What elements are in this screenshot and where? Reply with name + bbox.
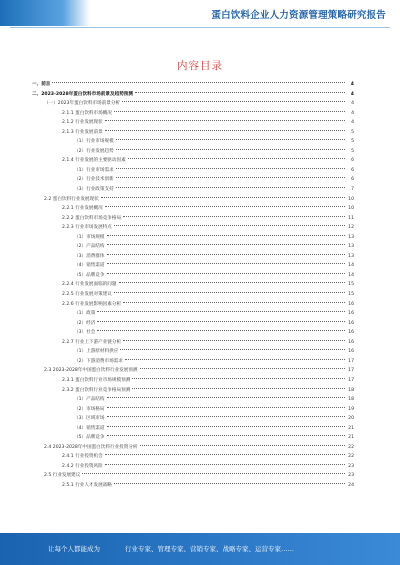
toc-entry[interactable] bbox=[32, 80, 354, 90]
toc-leader-dots bbox=[107, 406, 346, 408]
toc-entry-page: 10 bbox=[348, 196, 354, 202]
toc-entry-page: 13 bbox=[348, 244, 354, 250]
toc-entry[interactable] bbox=[32, 366, 354, 376]
toc-entry-page: 17 bbox=[348, 368, 354, 374]
toc-leader-dots bbox=[97, 320, 345, 322]
toc-entry-label: 2.2.3 行业市场发展特点 bbox=[62, 225, 112, 231]
toc-entry-label: 2.2.6 行业发展影响因素分析 bbox=[62, 301, 122, 307]
footer-roles: 行业专家、管理专家、营销专家、战略专家、运营专家…… bbox=[125, 545, 294, 553]
toc-leader-dots bbox=[122, 100, 345, 102]
toc-entry-page: 4 bbox=[351, 101, 354, 107]
toc-entry-page: 16 bbox=[348, 330, 354, 336]
toc-leader-dots bbox=[123, 339, 345, 341]
toc-entry-page: 18 bbox=[348, 397, 354, 403]
toc-entry[interactable] bbox=[32, 376, 354, 386]
toc-entry-page: 21 bbox=[348, 425, 354, 431]
toc-entry-page: 22 bbox=[348, 454, 354, 460]
toc-entry-label: （5）品牌竞争 bbox=[74, 272, 105, 278]
toc-entry-label: （2）市场格局 bbox=[74, 406, 105, 412]
toc-entry[interactable] bbox=[32, 175, 354, 185]
toc-entry-label: 2.1.2 行业发展现状 bbox=[62, 120, 103, 126]
document-title: 蛋白饮料企业人力资源管理策略研究报告 bbox=[211, 10, 386, 21]
footer-slogan: 让每个人都能成为 bbox=[48, 545, 100, 553]
toc-entry[interactable] bbox=[32, 290, 354, 300]
toc-leader-dots bbox=[101, 196, 345, 198]
toc-leader-dots bbox=[107, 243, 346, 245]
toc-entry-label: （1）行业市场规模 bbox=[74, 139, 114, 145]
toc-leader-dots bbox=[116, 186, 345, 188]
toc-entry[interactable] bbox=[32, 433, 354, 443]
toc-entry-label: （2）行业技术创新 bbox=[74, 177, 114, 183]
toc-entry-page: 4 bbox=[351, 120, 354, 126]
toc-entry[interactable] bbox=[32, 233, 354, 243]
toc-entry[interactable] bbox=[32, 214, 354, 224]
toc-entry-page: 5 bbox=[351, 148, 354, 154]
toc-entry[interactable] bbox=[32, 118, 354, 128]
toc-entry[interactable] bbox=[32, 252, 354, 262]
toc-entry-label: 2.4 2023-2028年中国蛋白饮料行业投资分析 bbox=[44, 444, 138, 450]
toc-leader-dots bbox=[52, 81, 345, 83]
toc-entry-label: 一、前言 bbox=[32, 82, 51, 87]
toc-entry[interactable] bbox=[32, 271, 354, 281]
toc-entry[interactable] bbox=[32, 424, 354, 434]
toc-entry-page: 6 bbox=[351, 177, 354, 183]
toc-leader-dots bbox=[116, 138, 345, 140]
toc-entry[interactable] bbox=[32, 319, 354, 329]
toc-entry[interactable] bbox=[32, 462, 354, 472]
toc-entry-page: 17 bbox=[348, 377, 354, 383]
toc-entry-label: 2.3 2023-2028年中国蛋白饮料行业发展预测 bbox=[44, 368, 138, 374]
toc-leader-dots bbox=[123, 301, 345, 303]
toc-leader-dots bbox=[116, 167, 345, 169]
toc-entry-label: 2.2.1 行业发展概况 bbox=[62, 206, 103, 212]
toc-leader-dots bbox=[107, 253, 346, 255]
toc-leader-dots bbox=[114, 224, 345, 226]
toc-entry[interactable] bbox=[32, 443, 354, 453]
toc-entry-label: （1）行业市场需求 bbox=[74, 167, 114, 173]
toc-entry-label: （2）行业发展趋势 bbox=[74, 148, 114, 154]
toc-entry[interactable] bbox=[32, 309, 354, 319]
toc-entry-page: 16 bbox=[348, 349, 354, 355]
toc-entry-page: 24 bbox=[348, 482, 354, 488]
toc-leader-dots bbox=[107, 415, 346, 417]
toc-leader-dots bbox=[107, 234, 346, 236]
toc-entry-label: 2.2.5 行业发展对策建议 bbox=[62, 292, 112, 298]
toc-entry-label: （2）产品结构 bbox=[74, 244, 105, 250]
toc-entry[interactable] bbox=[32, 147, 354, 157]
toc-heading: 内容目录 bbox=[177, 60, 223, 72]
toc-entry-label: 2.4.2 行业投资风险 bbox=[62, 463, 103, 469]
toc-entry[interactable] bbox=[32, 99, 354, 109]
toc-entry-page: 6 bbox=[351, 158, 354, 164]
toc-entry-page: 4 bbox=[350, 91, 354, 97]
toc-leader-dots bbox=[132, 387, 345, 389]
toc-entry-page: 21 bbox=[348, 435, 354, 441]
toc-entry-page: 16 bbox=[348, 339, 354, 345]
toc-entry-page: 18 bbox=[348, 387, 354, 393]
toc-entry-page: 13 bbox=[348, 253, 354, 259]
toc-entry-label: 2.2.4 行业发展面临的问题 bbox=[62, 282, 117, 288]
toc-leader-dots bbox=[120, 348, 345, 350]
toc-entry-label: （3）行业政策支持 bbox=[74, 187, 114, 193]
toc-entry-page: 19 bbox=[348, 406, 354, 412]
toc-entry-page: 13 bbox=[348, 234, 354, 240]
toc-entry[interactable] bbox=[32, 386, 354, 396]
toc-entry-page: 6 bbox=[351, 167, 354, 173]
toc-entry-page: 15 bbox=[348, 282, 354, 288]
toc-entry-page: 7 bbox=[351, 187, 354, 193]
toc-entry-label: （3）消费群体 bbox=[74, 253, 105, 259]
toc-entry-label: 2.5 行业发展建议 bbox=[44, 473, 81, 479]
toc-entry-page: 17 bbox=[348, 358, 354, 364]
table-of-contents bbox=[32, 80, 354, 491]
toc-entry[interactable] bbox=[32, 328, 354, 338]
toc-entry-page: 4 bbox=[350, 82, 354, 87]
toc-entry-label: 2.1.4 行业发展的主要驱动因素 bbox=[62, 158, 126, 164]
toc-entry[interactable] bbox=[32, 90, 354, 100]
toc-entry[interactable] bbox=[32, 280, 354, 290]
toc-entry-label: （1）上游原材料供应 bbox=[74, 349, 119, 355]
toc-entry-label: （1）产品结构 bbox=[74, 397, 105, 403]
toc-leader-dots bbox=[135, 91, 345, 93]
toc-leader-dots bbox=[119, 281, 346, 283]
toc-entry[interactable] bbox=[32, 261, 354, 271]
toc-leader-dots bbox=[107, 272, 346, 274]
toc-entry[interactable] bbox=[32, 195, 354, 205]
toc-entry-page: 10 bbox=[348, 206, 354, 212]
toc-entry-label: 二、2023-2028年蛋白饮料市场前景及趋势预测 bbox=[32, 91, 133, 97]
toc-entry-page: 11 bbox=[348, 215, 354, 221]
toc-leader-dots bbox=[105, 119, 345, 121]
toc-entry-label: （一）2023年蛋白饮料市场前景分析 bbox=[44, 101, 121, 107]
toc-leader-dots bbox=[105, 453, 345, 455]
toc-entry-label: 2.2.2 蛋白饮料市场竞争格局 bbox=[62, 215, 122, 221]
toc-entry-label: （2）经济 bbox=[74, 320, 96, 326]
toc-entry[interactable] bbox=[32, 357, 354, 367]
toc-entry[interactable] bbox=[32, 109, 354, 119]
toc-entry-label: 2.4.1 行业投资机会 bbox=[62, 454, 103, 460]
toc-entry[interactable] bbox=[32, 338, 354, 348]
toc-leader-dots bbox=[116, 176, 345, 178]
toc-entry-page: 16 bbox=[348, 311, 354, 317]
toc-entry[interactable] bbox=[32, 395, 354, 405]
toc-entry[interactable] bbox=[32, 347, 354, 357]
toc-entry-label: （1）市场规模 bbox=[74, 234, 105, 240]
toc-entry-page: 23 bbox=[348, 463, 354, 469]
toc-entry-label: （3）社会 bbox=[74, 330, 96, 336]
toc-entry-label: （3）区域市场 bbox=[74, 416, 105, 422]
toc-entry[interactable] bbox=[32, 452, 354, 462]
toc-leader-dots bbox=[123, 215, 345, 217]
toc-entry-label: （4）销售渠道 bbox=[74, 425, 105, 431]
toc-leader-dots bbox=[97, 310, 345, 312]
toc-entry[interactable] bbox=[32, 242, 354, 252]
toc-entry-page: 14 bbox=[348, 272, 354, 278]
toc-leader-dots bbox=[107, 262, 346, 264]
toc-entry[interactable] bbox=[32, 405, 354, 415]
toc-entry[interactable] bbox=[32, 414, 354, 424]
toc-entry-label: 2.3.2 蛋白饮料行业竞争格局预测 bbox=[62, 387, 131, 393]
toc-entry-page: 20 bbox=[348, 416, 354, 422]
toc-entry[interactable] bbox=[32, 137, 354, 147]
toc-leader-dots bbox=[114, 291, 345, 293]
toc-leader-dots bbox=[107, 396, 346, 398]
toc-entry-page: 12 bbox=[348, 225, 354, 231]
header-divider bbox=[10, 27, 390, 28]
toc-entry-page: 5 bbox=[351, 129, 354, 135]
toc-leader-dots bbox=[82, 472, 345, 474]
toc-entry-label: 2.1.3 行业发展前景 bbox=[62, 129, 103, 135]
toc-entry[interactable] bbox=[32, 128, 354, 138]
toc-leader-dots bbox=[116, 148, 345, 150]
toc-entry-label: （5）品牌竞争 bbox=[74, 435, 105, 441]
toc-leader-dots bbox=[140, 367, 345, 369]
header-bar bbox=[0, 0, 400, 26]
toc-entry-label: 2.2.7 行业上下游产业链分析 bbox=[62, 339, 122, 345]
toc-entry-page: 16 bbox=[348, 301, 354, 307]
toc-entry[interactable] bbox=[32, 204, 354, 214]
toc-entry-label: 2.3.1 蛋白饮料行业市场规模预测 bbox=[62, 377, 131, 383]
toc-entry-page: 16 bbox=[348, 320, 354, 326]
toc-leader-dots bbox=[105, 129, 345, 131]
toc-leader-dots bbox=[140, 444, 345, 446]
toc-entry-label: （1）政策 bbox=[74, 311, 96, 317]
toc-entry-page: 23 bbox=[348, 473, 354, 479]
toc-entry-label: 2.1.1 蛋白饮料市场概况 bbox=[62, 110, 112, 116]
toc-entry-label: （2）下游消费市场需求 bbox=[74, 358, 123, 364]
toc-leader-dots bbox=[114, 110, 345, 112]
footer-bar bbox=[0, 533, 400, 565]
toc-leader-dots bbox=[107, 425, 346, 427]
toc-entry[interactable] bbox=[32, 223, 354, 233]
toc-entry[interactable] bbox=[32, 300, 354, 310]
toc-entry[interactable] bbox=[32, 185, 354, 195]
toc-entry-page: 22 bbox=[348, 444, 354, 450]
toc-entry[interactable] bbox=[32, 156, 354, 166]
toc-leader-dots bbox=[132, 377, 345, 379]
toc-entry-label: 2.2 蛋白饮料行业发展现状 bbox=[44, 196, 99, 202]
toc-entry-label: 2.5.1 行业人才发展战略 bbox=[62, 482, 112, 488]
toc-entry-page: 5 bbox=[351, 139, 354, 145]
toc-leader-dots bbox=[114, 482, 345, 484]
toc-leader-dots bbox=[128, 157, 345, 159]
toc-entry-page: 14 bbox=[348, 263, 354, 269]
header-accent-band bbox=[0, 0, 90, 26]
toc-leader-dots bbox=[107, 434, 346, 436]
toc-entry[interactable] bbox=[32, 471, 354, 481]
toc-leader-dots bbox=[125, 358, 345, 360]
toc-entry-page: 4 bbox=[351, 110, 354, 116]
toc-leader-dots bbox=[97, 329, 345, 331]
toc-entry[interactable] bbox=[32, 166, 354, 176]
toc-entry-page: 15 bbox=[348, 292, 354, 298]
toc-entry-label: （4）销售渠道 bbox=[74, 263, 105, 269]
toc-entry[interactable] bbox=[32, 481, 354, 491]
toc-leader-dots bbox=[105, 463, 345, 465]
toc-leader-dots bbox=[105, 205, 345, 207]
